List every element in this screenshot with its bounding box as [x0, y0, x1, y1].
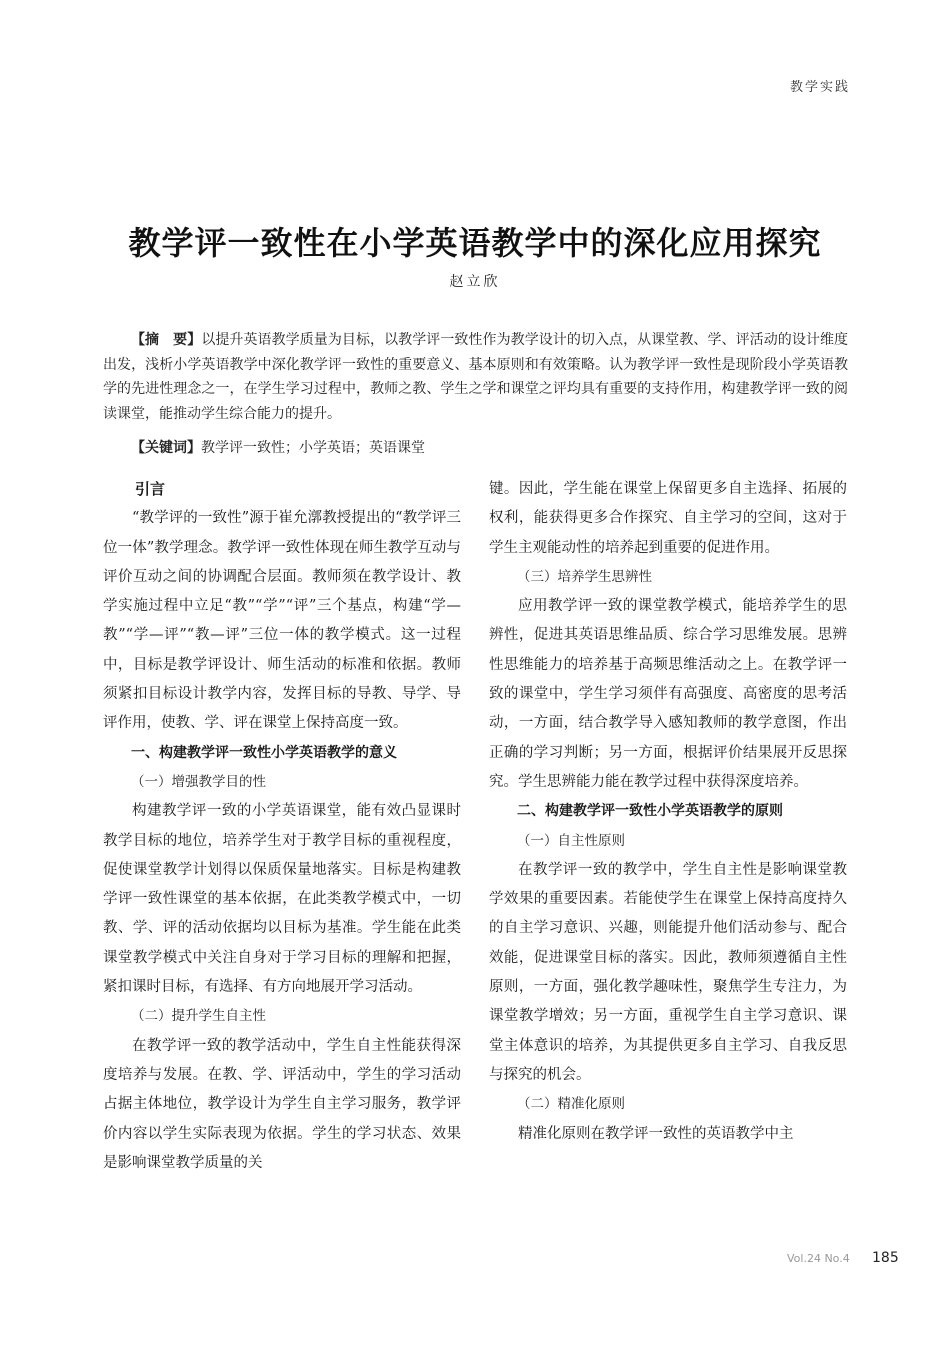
article-title: 教学评一致性在小学英语教学中的深化应用探究: [128, 224, 822, 262]
section-tag: 教学实践: [789, 80, 850, 95]
intro-heading: 引言: [135, 480, 166, 498]
section-1-1-heading: （一）增强教学目的性: [131, 773, 266, 790]
keywords-text: 教学评一致性；小学英语；英语课堂: [201, 440, 425, 456]
abstract-label: 【摘 要】: [131, 332, 202, 348]
section-2-heading: 二、构建教学评一致性小学英语教学的原则: [517, 803, 783, 820]
section-1-2-paragraph-continued: 键。因此，学生能在课堂上保留更多自主选择、拓展的权利，能获得更多合作探究、自主学习的空间，这对于学生主观能动性的培养起到重要的促进作用。: [489, 481, 847, 556]
abstract-text: 以提升英语教学质量为目标，以教学评一致性作为教学设计的切入点，从课堂教、学、评活动的设计维度出发，浅析小学英语教学中深化教学评一致性的重要意义、基本原则和有效策略。认为教学评一致性是现阶段小学英语教学的先进性理念之一，在学生学习过程中，教师之教、学生之学和课堂之评均具有重要的支持作用，构建教学评一致的阅读课堂，能推动学生综合能力的提升。: [103, 332, 849, 422]
section-2-2-paragraph: 精准化原则在教学评一致性的英语教学中主: [518, 1125, 794, 1142]
section-2-1-paragraph: 在教学评一致的教学中，学生自主性是影响课堂教学效果的重要因素。若能使学生在课堂上保持高度持久的自主学习意识、兴趣，则能提升他们活动参与、配合效能，促进课堂目标的落实。因此，教师须遵循自主性原则，一方面，强化教学趣味性，聚焦学生专注力，为课堂教学增效；另一方面，重视学生自主学习意识、课堂主体意识的培养，为其提供更多自主学习、自我反思与探究的机会。: [489, 861, 847, 1083]
section-1-heading: 一、构建教学评一致性小学英语教学的意义: [131, 744, 397, 761]
section-2-2-heading: （二）精准化原则: [517, 1096, 625, 1113]
abstract: [103, 328, 848, 426]
intro-paragraph: “教学评的一致性”源于崔允漷教授提出的“教学评三位一体”教学理念。教学评一致性体现在师生教学互动与评价互动之间的协调配合层面。教师须在教学设计、教学实施过程中立足“教”“学”“评”三个基点，构建“学—教”“学—评”“教—评”三位一体的教学模式。这一过程中，目标是教学评设计、师生活动的标准和依据。教师须紧扣目标设计教学内容，发挥目标的导教、导学、导评作用，使教、学、评在课堂上保持高度一致。: [103, 510, 461, 732]
section-1-3-paragraph: 应用教学评一致的课堂教学模式，能培养学生的思辨性，促进其英语思维品质、综合学习思维发展。思辨性思维能力的培养基于高频思维活动之上。在教学评一致的课堂中，学生学习须伴有高强度、高密度的思考活动，一方面，结合教学导入感知教师的教学意图，作出正确的学习判断；另一方面，根据评价结果展开反思探究。学生思辨能力能在教学过程中获得深度培养。: [489, 598, 847, 790]
right-column: [489, 475, 847, 1149]
journal-volume: Vol.24 No.4: [787, 1252, 850, 1265]
article-author: 赵立欣: [449, 274, 501, 290]
section-1-2-paragraph: 在教学评一致的教学活动中，学生自主性能获得深度培养与发展。在教、学、评活动中，学生的学习活动占据主体地位，教学设计为学生自主学习服务，教学评价内容以学生实际表现为依据。学生的学习状态、效果是影响课堂教学质量的关: [103, 1037, 461, 1171]
section-2-1-heading: （一）自主性原则: [517, 832, 625, 849]
section-1-1-paragraph: 构建教学评一致的小学英语课堂，能有效凸显课时教学目标的地位，培养学生对于教学目标的重视程度，促使课堂教学计划得以保质保量地落实。目标是构建教学评一致性课堂的基本依据，在此类教学模式中，一切教、学、评的活动依据均以目标为基准。学生能在此类课堂教学模式中关注自身对于学习目标的理解和把握，紧扣课时目标，有选择、有方向地展开学习活动。: [103, 803, 461, 996]
page-number: 185: [872, 1250, 899, 1266]
left-column: [103, 475, 461, 1178]
section-1-3-heading: （三）培养学生思辨性: [517, 568, 652, 585]
keywords-label: 【关键词】: [131, 440, 201, 456]
section-1-2-heading: （二）提升学生自主性: [131, 1008, 266, 1025]
keywords: [103, 436, 848, 460]
